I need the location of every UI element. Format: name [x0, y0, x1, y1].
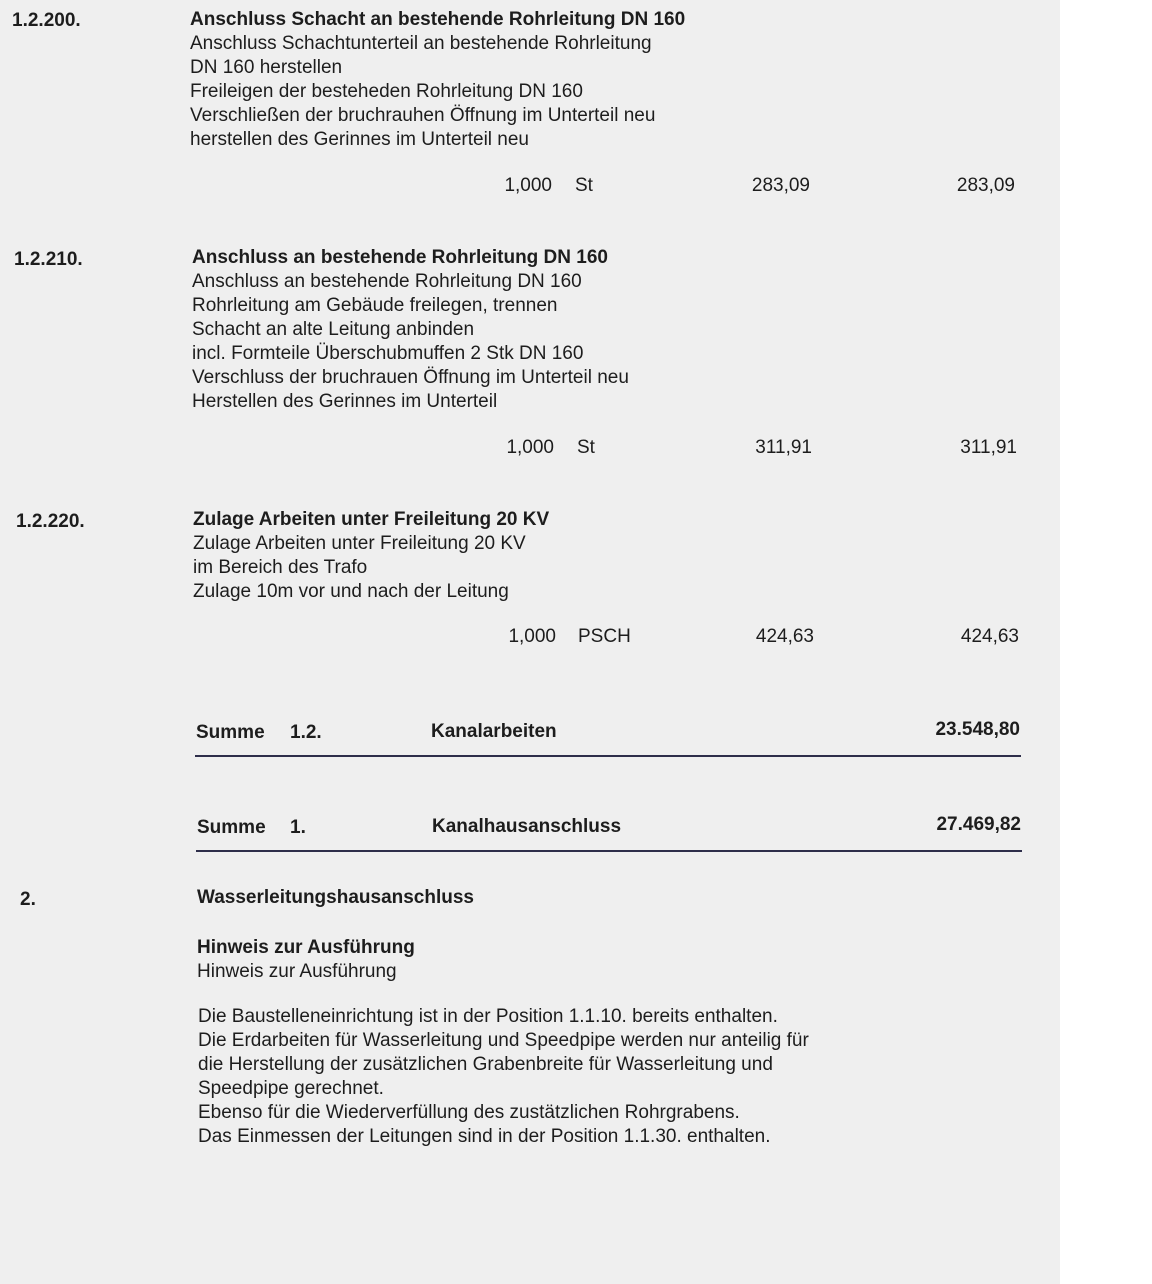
- total-price: 283,09: [956, 175, 1015, 196]
- note-line: die Herstellung der zusätzlichen Grabenbreite für Wasserleitung und: [198, 1054, 773, 1075]
- quantity: 1,000: [504, 175, 552, 196]
- note-subtitle: Hinweis zur Ausführung: [197, 961, 397, 982]
- position-title: Anschluss an bestehende Rohrleitung DN 160: [192, 247, 608, 268]
- description-line: Zulage Arbeiten unter Freileitung 20 KV: [193, 533, 526, 554]
- description-line: Anschluss an bestehende Rohrleitung DN 160: [192, 271, 582, 292]
- description-line: Herstellen des Gerinnes im Unterteil: [192, 391, 498, 412]
- sum-name: Kanalarbeiten: [431, 721, 557, 742]
- note-line: Die Erdarbeiten für Wasserleitung und Speedpipe werden nur anteilig für: [198, 1030, 809, 1051]
- sum-divider: [195, 755, 1021, 757]
- description-line: incl. Formteile Überschubmuffen 2 Stk DN 160: [192, 343, 584, 364]
- description-line: Freileigen der besteheden Rohrleitung DN 160: [190, 81, 583, 102]
- note-line: Ebenso für die Wiederverfüllung des zustätzlichen Rohrgrabens.: [198, 1102, 740, 1123]
- note-title: Hinweis zur Ausführung: [197, 937, 415, 958]
- unit: St: [577, 437, 595, 458]
- note-text: [198, 1005, 809, 1149]
- position-number: 1.2.210.: [14, 249, 83, 270]
- unit: St: [575, 175, 593, 196]
- execution-note: [197, 936, 415, 984]
- sum-amount: 23.548,80: [935, 719, 1020, 740]
- description-line: Verschließen der bruchrauhen Öffnung im Unterteil neu: [190, 105, 656, 126]
- unit-price: 311,91: [755, 437, 812, 458]
- note-line: Speedpipe gerechnet.: [198, 1078, 384, 1099]
- note-line: Die Baustelleneinrichtung ist in der Position 1.1.10. bereits enthalten.: [198, 1006, 778, 1027]
- description-line: DN 160 herstellen: [190, 57, 343, 78]
- position-title: Zulage Arbeiten unter Freileitung 20 KV: [193, 509, 550, 530]
- sum-name: Kanalhausanschluss: [432, 816, 622, 837]
- sum-amount: 27.469,82: [936, 814, 1021, 835]
- position-number: 1.2.200.: [12, 10, 81, 31]
- sum-label: Summe: [196, 722, 265, 743]
- unit: PSCH: [578, 626, 631, 647]
- position-description: [190, 8, 685, 152]
- position-description: [193, 508, 549, 604]
- sum-number: 1.: [290, 817, 306, 838]
- description-line: Verschluss der bruchrauen Öffnung im Unterteil neu: [192, 367, 629, 388]
- sum-label: Summe: [197, 817, 266, 838]
- description-line: Anschluss Schachtunterteil an bestehende Rohrleitung: [190, 33, 652, 54]
- position-title: Anschluss Schacht an bestehende Rohrleitung DN 160: [190, 9, 686, 30]
- section-number: 2.: [20, 889, 36, 910]
- quantity: 1,000: [508, 626, 556, 647]
- description-line: Zulage 10m vor und nach der Leitung: [193, 581, 509, 602]
- sum-divider: [196, 850, 1022, 852]
- total-price: 311,91: [960, 437, 1017, 458]
- position-number: 1.2.220.: [16, 511, 85, 532]
- quantity: 1,000: [506, 437, 554, 458]
- position-description: [192, 246, 629, 414]
- note-line: Das Einmessen der Leitungen sind in der Position 1.1.30. enthalten.: [198, 1126, 771, 1147]
- description-line: Schacht an alte Leitung anbinden: [192, 319, 475, 340]
- unit-price: 424,63: [755, 626, 814, 647]
- unit-price: 283,09: [751, 175, 810, 196]
- section-title: Wasserleitungshausanschluss: [197, 887, 475, 908]
- total-price: 424,63: [960, 626, 1019, 647]
- description-line: herstellen des Gerinnes im Unterteil neu: [190, 129, 530, 150]
- sum-number: 1.2.: [290, 722, 322, 743]
- description-line: Rohrleitung am Gebäude freilegen, trennen: [192, 295, 558, 316]
- description-line: im Bereich des Trafo: [193, 557, 368, 578]
